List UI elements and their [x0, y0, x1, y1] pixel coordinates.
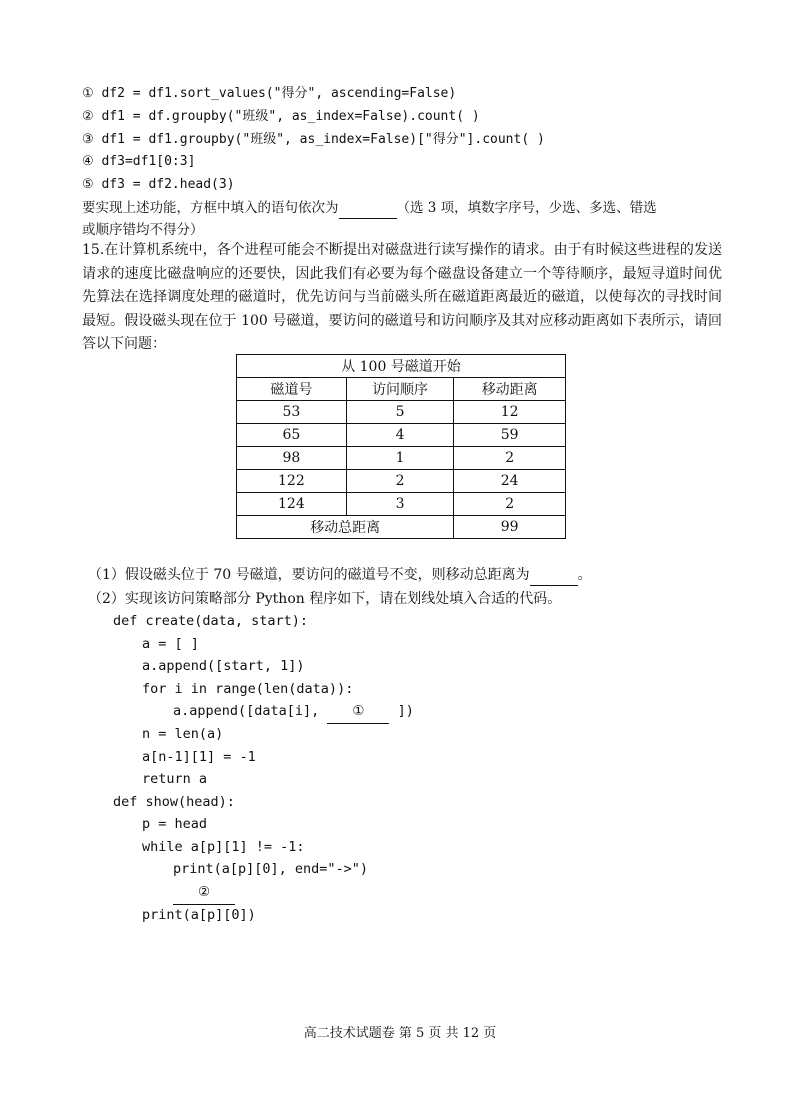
answer-blank-1[interactable]: ① [327, 700, 389, 724]
option-1-number: ① [82, 86, 94, 101]
sub-question-1-text: （1）假设磁头位于 70 号磁道，要访问的磁道号不变，则移动总距离为 [88, 567, 530, 583]
sub-question-2 [88, 589, 561, 609]
option-5-number: ⑤ [82, 177, 94, 192]
table-cell: 4 [346, 424, 454, 447]
code-line-12: print(a[p][0], end="->") [173, 861, 369, 877]
table-cell: 65 [237, 424, 347, 447]
table-cell: 2 [454, 447, 566, 470]
table-cell: 98 [237, 447, 347, 470]
track-table [236, 354, 566, 539]
table-row [237, 424, 566, 447]
code-line-9: def show(head): [113, 794, 235, 810]
table-cell: 53 [237, 401, 347, 424]
option-2-number: ② [82, 109, 94, 124]
table-cell: 12 [454, 401, 566, 424]
answer-blank-options[interactable] [339, 198, 397, 219]
option-5 [82, 175, 235, 195]
sub-question-1 [88, 565, 592, 586]
option-4-text: df3=df1[0:3] [101, 154, 196, 169]
instruction-line-2 [82, 220, 204, 240]
code-line-3: a.append([start, 1]) [142, 658, 305, 674]
table-header-distance: 移动距离 [454, 378, 566, 401]
page-footer: 高二技术试题卷 第 5 页 共 12 页 [303, 1026, 497, 1041]
table-total-value: 99 [454, 516, 566, 539]
table-cell: 1 [346, 447, 454, 470]
instruction-text-b: （选 3 项，填数字序号，少选、多选、错选 [396, 200, 657, 216]
code-line-2: a = [ ] [142, 636, 199, 652]
option-5-text: df3 = df2.head(3) [101, 177, 235, 192]
sub-question-2-text: （2）实现该访问策略部分 Python 程序如下，请在划线处填入合适的代码。 [88, 591, 562, 607]
table-cell: 2 [454, 493, 566, 516]
code-line-7: a[n-1][1] = -1 [142, 749, 256, 765]
instruction-text-a: 要实现上述功能，方框中填入的语句依次为 [82, 200, 339, 216]
option-4 [82, 152, 195, 172]
answer-blank-2[interactable]: ② [173, 881, 235, 905]
sub-question-1-end: 。 [577, 567, 592, 583]
instruction-text-c: 或顺序错均不得分） [82, 222, 204, 238]
table-cell: 2 [346, 470, 454, 493]
option-1 [82, 84, 456, 104]
code-line-8: return a [142, 771, 208, 787]
option-2-text: df1 = df.groupby("班级", as_index=False).count( ) [101, 109, 480, 124]
table-total-label: 移动总距离 [237, 516, 454, 539]
instruction-line-1 [82, 198, 657, 219]
option-4-number: ④ [82, 154, 94, 169]
table-row [237, 401, 566, 424]
code-line-4: for i in range(len(data)): [142, 681, 354, 697]
table-cell: 124 [237, 493, 347, 516]
code-line-1: def create(data, start): [113, 613, 309, 629]
table-cell: 5 [346, 401, 454, 424]
question-15-text: 15.在计算机系统中，各个进程可能会不断提出对磁盘进行读写操作的请求。由于有时候这些进程的发送请求的速度比磁盘响应的还要快，因此我们有必要为每个磁盘设备建立一个等待顺序，最短寻道时间优先算法在选择调度处理的磁道时，优先访问与当前磁头所在磁道距离最近的磁道，以使每次的寻找时间最短。假设磁头现在位于 100 号磁道，要访问的磁道号和访问顺序及其对应移动距离如下表所示，请回答以下问题： [82, 242, 722, 352]
table-header-row [237, 378, 566, 401]
code-line-5-end: ]) [389, 703, 414, 719]
option-1-text: df2 = df1.sort_values("得分", ascending=False) [101, 86, 457, 101]
code-line-6: n = len(a) [142, 726, 224, 742]
table-cell: 24 [454, 470, 566, 493]
code-line-13 [173, 881, 235, 905]
code-line-14: print(a[p][0]) [142, 907, 256, 923]
table-header-order: 访问顺序 [346, 378, 454, 401]
option-2 [82, 107, 480, 127]
code-line-5 [173, 700, 414, 724]
table-cell: 3 [346, 493, 454, 516]
table-caption: 从 100 号磁道开始 [237, 355, 566, 378]
table-total-row [237, 516, 566, 539]
table-cell: 122 [237, 470, 347, 493]
option-3-number: ③ [82, 132, 94, 147]
table-row [237, 447, 566, 470]
table-row [237, 493, 566, 516]
table-header-track: 磁道号 [237, 378, 347, 401]
code-line-5-start: a.append([data[i], [173, 703, 328, 719]
table-cell: 59 [454, 424, 566, 447]
code-line-10: p = head [142, 816, 208, 832]
table-row [237, 470, 566, 493]
code-line-11: while a[p][1] != -1: [142, 839, 305, 855]
option-3 [82, 130, 545, 150]
answer-blank-distance[interactable] [530, 565, 578, 586]
option-3-text: df1 = df1.groupby("班级", as_index=False)["得分"].count( ) [101, 132, 545, 147]
